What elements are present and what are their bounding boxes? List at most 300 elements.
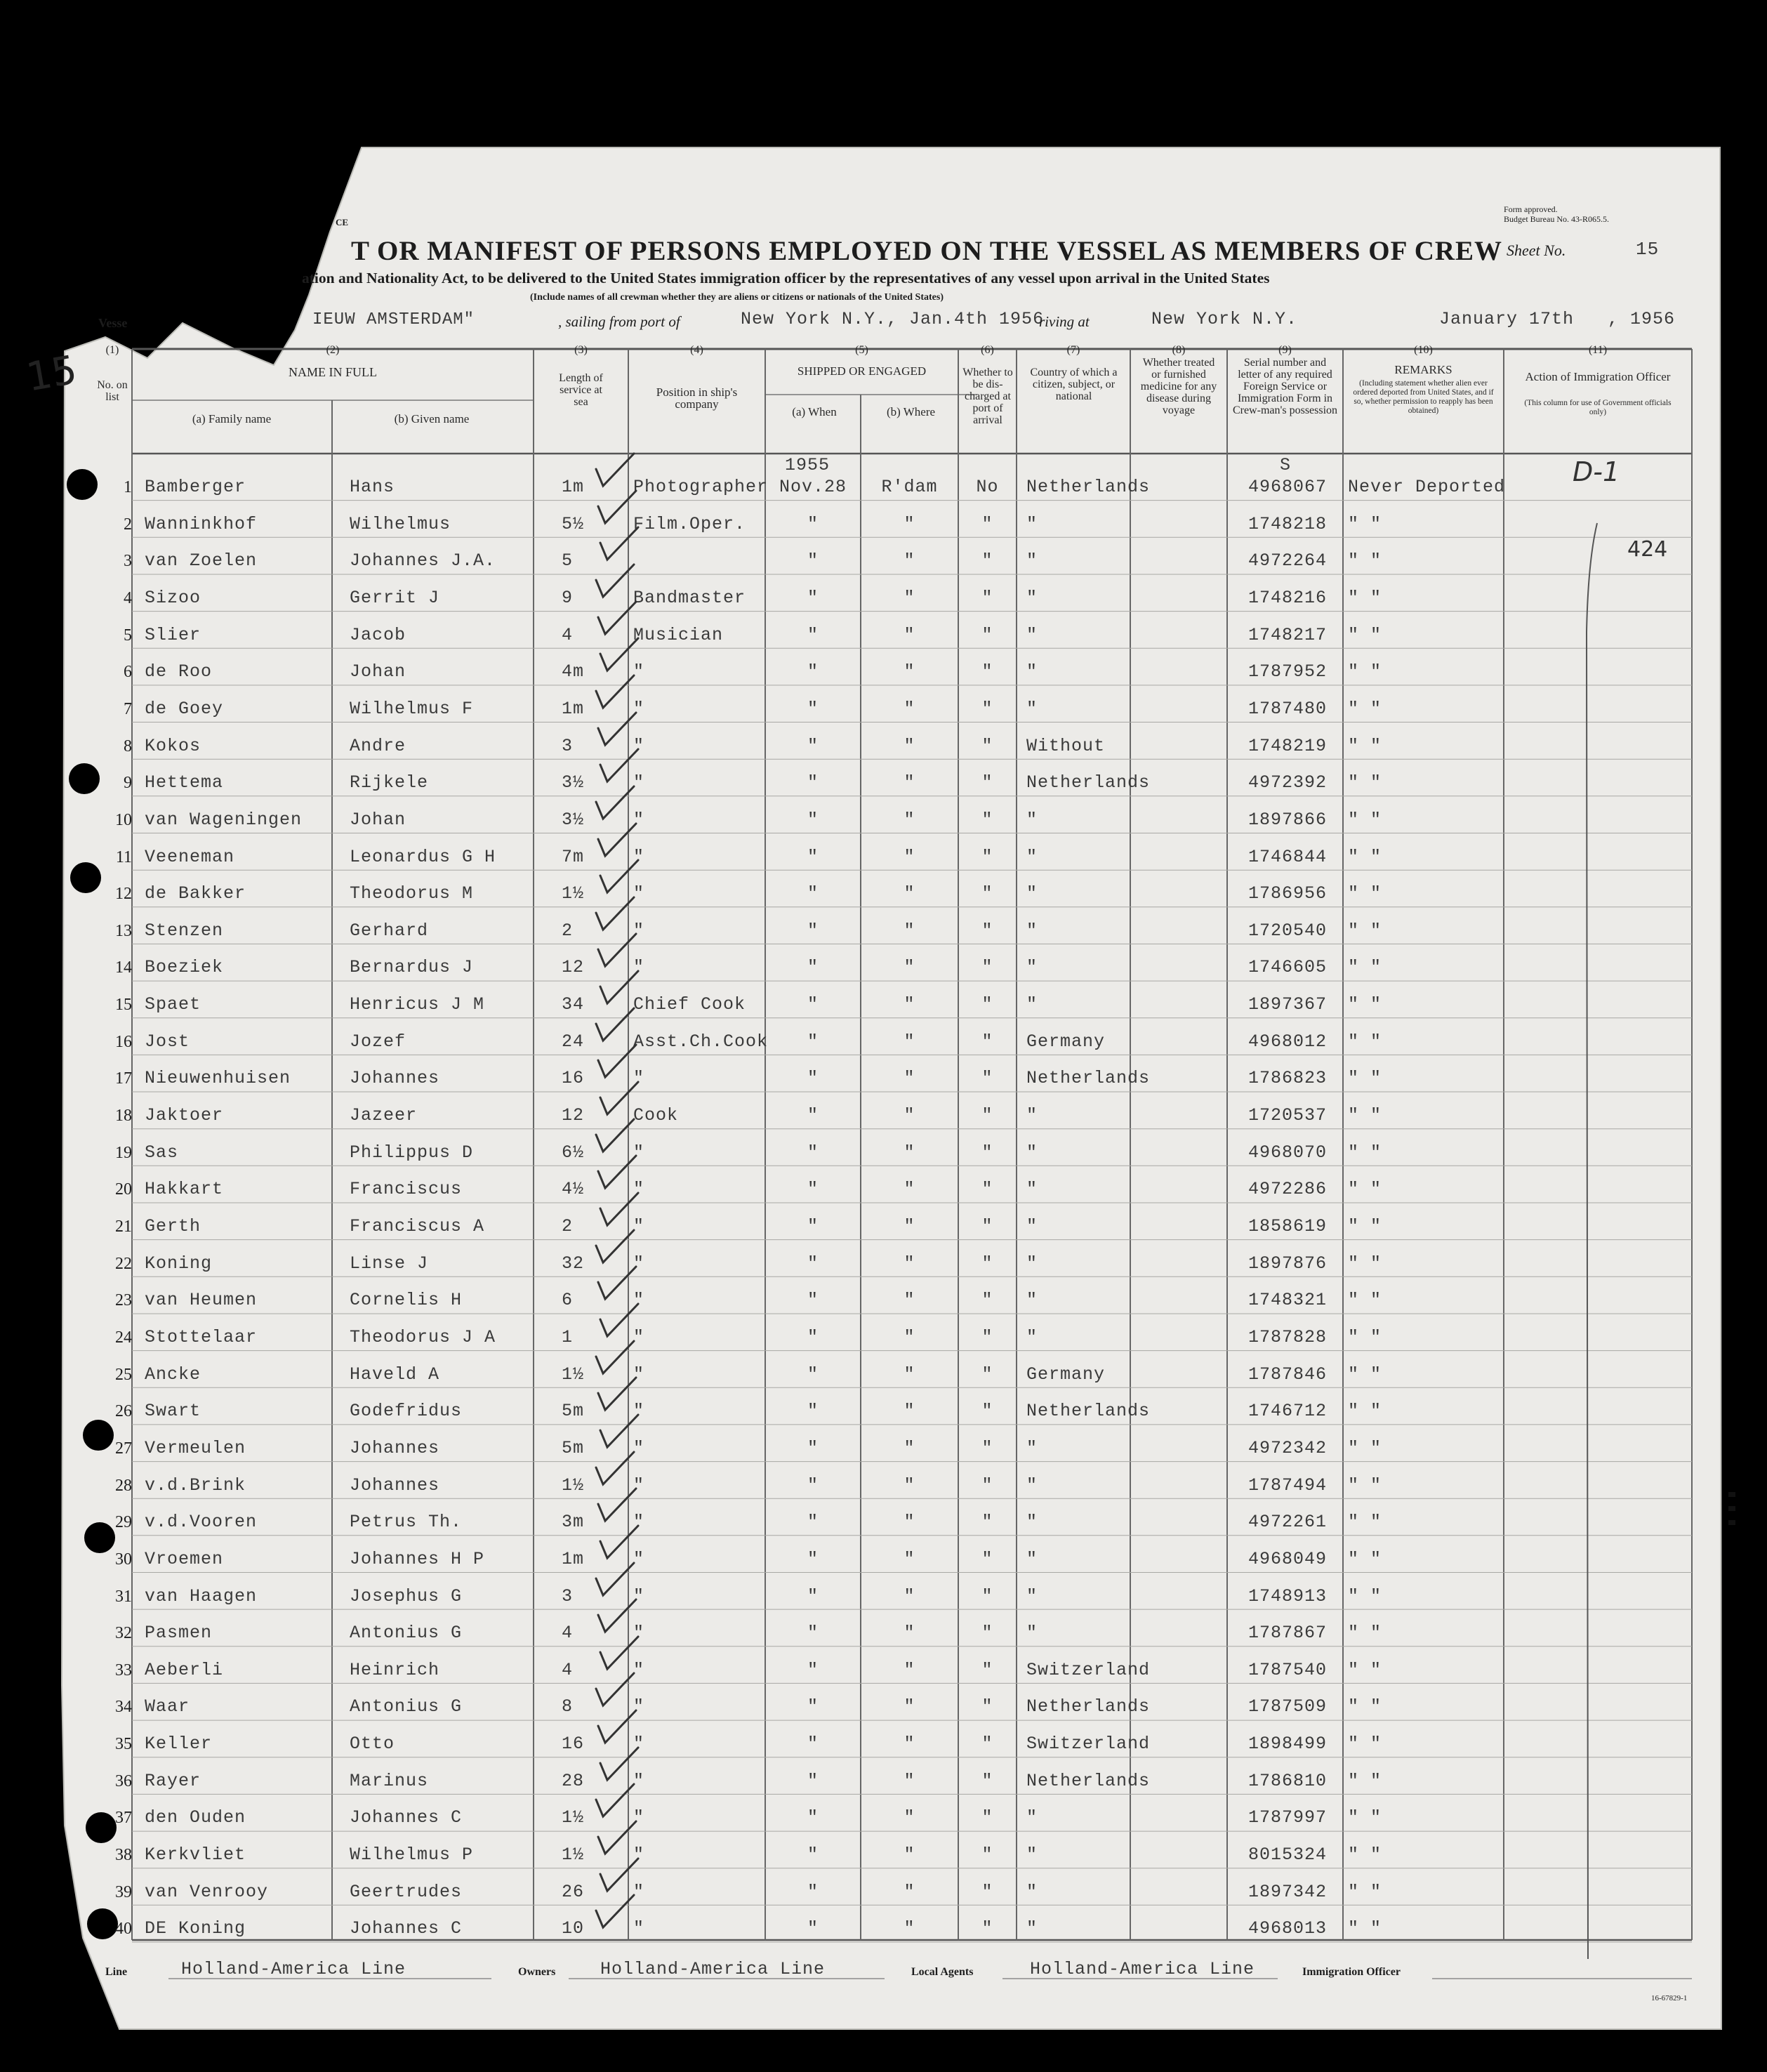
- position: ": [633, 1881, 645, 1902]
- given-name: Jozef: [350, 1031, 406, 1052]
- col-9-number: (9): [1278, 344, 1292, 356]
- length-of-service: 16: [562, 1734, 585, 1755]
- check-mark-icon: [595, 1595, 644, 1637]
- table-row: [0, 724, 1767, 760]
- shipped-where: ": [904, 1326, 915, 1347]
- shipped-when: ": [807, 1512, 819, 1533]
- shipped-where: ": [904, 1770, 915, 1791]
- check-mark-icon: [595, 930, 644, 972]
- row-number: 40: [115, 1920, 132, 1939]
- family-name: van Zoelen: [145, 550, 258, 572]
- table-row: [0, 1759, 1767, 1795]
- table-row: [0, 1537, 1767, 1573]
- vessel-label: Vesse: [98, 316, 128, 330]
- given-name: Bernardus J: [350, 957, 474, 978]
- shipped-where: ": [904, 624, 915, 645]
- country: ": [1026, 1179, 1038, 1200]
- family-name: Nieuwenhuisen: [145, 1068, 291, 1089]
- serial-number: 1787509: [1248, 1696, 1328, 1717]
- table-row: [0, 1611, 1767, 1647]
- shipped-where: ": [904, 994, 915, 1015]
- given-name: Wilhelmus: [350, 513, 451, 534]
- discharged: ": [981, 809, 993, 830]
- table-row: [0, 1352, 1767, 1389]
- row-number: 21: [115, 1218, 132, 1236]
- remarks: " ": [1348, 1142, 1382, 1163]
- country: ": [1026, 1845, 1038, 1866]
- row-number: 37: [115, 1809, 132, 1828]
- shipped-where: ": [904, 1845, 915, 1866]
- remarks: " ": [1348, 513, 1382, 534]
- table-row: [0, 798, 1767, 834]
- col-5-header: SHIPPED OR ENGAGED: [797, 364, 927, 378]
- remarks: " ": [1348, 920, 1382, 941]
- given-name: Petrus Th.: [350, 1512, 463, 1533]
- shipped-when: ": [807, 1216, 819, 1236]
- remarks: " ": [1348, 1770, 1382, 1791]
- table-row: [0, 1426, 1767, 1463]
- col-2a-header: (a) Family name: [192, 412, 272, 425]
- shipped-when: ": [807, 920, 819, 941]
- family-name: Vroemen: [145, 1548, 224, 1569]
- position: ": [633, 846, 645, 867]
- check-mark-icon: [597, 1078, 647, 1120]
- position: Photographer: [633, 477, 769, 497]
- length-of-service: 5m: [562, 1401, 585, 1422]
- serial-number: 1787540: [1248, 1659, 1328, 1680]
- family-name: Rayer: [145, 1770, 201, 1791]
- shipped-when: ": [807, 1585, 819, 1606]
- col-5-number: (5): [855, 344, 868, 356]
- remarks: " ": [1348, 624, 1382, 645]
- discharged: ": [981, 1770, 993, 1791]
- discharged: ": [981, 1881, 993, 1902]
- given-name: Theodorus J A: [350, 1326, 496, 1347]
- check-mark-icon: [597, 1632, 647, 1675]
- remarks: " ": [1348, 1253, 1382, 1274]
- serial-number: 8015324: [1248, 1845, 1328, 1866]
- budget-bureau-no: Budget Bureau No. 43-R065.5.: [1504, 214, 1609, 224]
- family-name: de Bakker: [145, 883, 246, 904]
- length-of-service: 2: [562, 1216, 574, 1236]
- country: ": [1026, 1253, 1038, 1274]
- row-number: 28: [115, 1476, 132, 1495]
- length-of-service: 3: [562, 1585, 574, 1606]
- country: ": [1026, 809, 1038, 830]
- remarks: " ": [1348, 1068, 1382, 1089]
- position: ": [633, 1696, 645, 1717]
- shipped-where: ": [904, 1734, 915, 1755]
- country: Germany: [1026, 1364, 1106, 1385]
- remarks: " ": [1348, 1845, 1382, 1866]
- family-name: Aeberli: [145, 1659, 224, 1680]
- discharged: ": [981, 1253, 993, 1274]
- discharged: ": [981, 994, 993, 1015]
- remarks: " ": [1348, 1474, 1382, 1496]
- family-name: Jaktoer: [145, 1105, 224, 1126]
- family-name: Jost: [145, 1031, 190, 1052]
- shipped-when: ": [807, 735, 819, 756]
- given-name: Wilhelmus P: [350, 1845, 474, 1866]
- length-of-service: 1m: [562, 1548, 585, 1569]
- shipped-when: ": [807, 957, 819, 978]
- position: ": [633, 920, 645, 941]
- length-of-service: 6½: [562, 1142, 585, 1163]
- row-number: 4: [124, 588, 132, 607]
- given-name: Theodorus M: [350, 883, 474, 904]
- position: ": [633, 883, 645, 904]
- discharged: ": [981, 1437, 993, 1458]
- family-name: Bamberger: [145, 477, 246, 497]
- serial-number: 4972286: [1248, 1179, 1328, 1200]
- table-row: [0, 1204, 1767, 1241]
- remarks: " ": [1348, 661, 1382, 682]
- shipped-when: ": [807, 772, 819, 793]
- family-name: Koning: [145, 1253, 213, 1274]
- check-mark-icon: [595, 1373, 644, 1416]
- shipped-where: ": [904, 772, 915, 793]
- shipped-when: ": [807, 1734, 819, 1755]
- discharged: ": [981, 1845, 993, 1866]
- position: ": [633, 772, 645, 793]
- shipped-where: ": [904, 883, 915, 904]
- shipped-where: ": [904, 1696, 915, 1717]
- col-8-number: (8): [1172, 344, 1186, 356]
- discharged: ": [981, 550, 993, 572]
- officer-handwritten-number: 424: [1627, 537, 1668, 562]
- discharged: ": [981, 1807, 993, 1828]
- form-approved: Form approved.: [1504, 204, 1558, 214]
- shipped-where: ": [904, 920, 915, 941]
- family-name: van Venrooy: [145, 1881, 269, 1902]
- country: ": [1026, 624, 1038, 645]
- given-name: Philippus D: [350, 1142, 474, 1163]
- remarks: " ": [1348, 1696, 1382, 1717]
- check-mark-icon: [593, 1226, 642, 1268]
- shipped-where: ": [904, 1474, 915, 1496]
- country: ": [1026, 846, 1038, 867]
- serial-number: 4968049: [1248, 1548, 1328, 1569]
- length-of-service: 1½: [562, 1845, 585, 1866]
- family-name: de Goey: [145, 698, 224, 719]
- remarks: " ": [1348, 735, 1382, 756]
- col-11-number: (11): [1588, 344, 1608, 356]
- vessel-name: IEUW AMSTERDAM": [312, 310, 475, 329]
- position: ": [633, 1364, 645, 1385]
- family-name: Kokos: [145, 735, 201, 756]
- length-of-service: 7m: [562, 846, 585, 867]
- row-number: 12: [115, 885, 132, 904]
- check-mark-icon: [593, 1559, 642, 1601]
- table-row: [0, 649, 1767, 686]
- country: ": [1026, 661, 1038, 682]
- row-number: 7: [124, 699, 132, 718]
- row-number: 38: [115, 1846, 132, 1865]
- length-of-service: 6: [562, 1290, 574, 1311]
- country: ": [1026, 1585, 1038, 1606]
- row-number: 19: [115, 1143, 132, 1162]
- length-of-service: 10: [562, 1918, 585, 1939]
- table-row: [0, 1870, 1767, 1906]
- shipped-when: ": [807, 1696, 819, 1717]
- country: ": [1026, 994, 1038, 1015]
- discharged: ": [981, 957, 993, 978]
- given-name: Johannes C: [350, 1807, 463, 1828]
- country: ": [1026, 957, 1038, 978]
- given-name: Heinrich: [350, 1659, 440, 1680]
- check-mark-icon: [595, 487, 644, 529]
- table-row: [0, 576, 1767, 612]
- check-mark-icon: [597, 1743, 647, 1786]
- table-row: [0, 1574, 1767, 1611]
- table-row: [0, 502, 1767, 539]
- col-6-header: Whether to be dis-charged at port of arrival: [962, 367, 1013, 426]
- check-mark-icon: [597, 745, 647, 787]
- family-name: Sas: [145, 1142, 179, 1163]
- given-name: Johannes: [350, 1068, 440, 1089]
- family-name: van Haagen: [145, 1585, 258, 1606]
- given-name: Antonius G: [350, 1623, 463, 1644]
- length-of-service: 12: [562, 957, 585, 978]
- country: ": [1026, 1290, 1038, 1311]
- length-of-service: 32: [562, 1253, 585, 1274]
- family-name: Wanninkhof: [145, 513, 258, 534]
- remarks: " ": [1348, 883, 1382, 904]
- position: ": [633, 1585, 645, 1606]
- shipped-where: ": [904, 1585, 915, 1606]
- table-row: [0, 1833, 1767, 1869]
- row-number: 6: [124, 663, 132, 682]
- country: Switzerland: [1026, 1734, 1151, 1755]
- shipped-where: ": [904, 1253, 915, 1274]
- length-of-service: 1m: [562, 698, 585, 719]
- position: ": [633, 1548, 645, 1569]
- arrival-year: , 1956: [1608, 309, 1676, 329]
- col-3-number: (3): [574, 344, 588, 356]
- col-3-header: Length of service at sea: [559, 372, 603, 408]
- arriving-label: riving at: [1039, 313, 1090, 330]
- check-mark-icon: [595, 1817, 644, 1859]
- discharged: ": [981, 846, 993, 867]
- given-name: Otto: [350, 1734, 395, 1755]
- shipped-where: ": [904, 1881, 915, 1902]
- table-row: [0, 1795, 1767, 1832]
- position: ": [633, 1179, 645, 1200]
- shipped-where: ": [904, 1068, 915, 1089]
- table-row: [0, 1315, 1767, 1352]
- remarks: " ": [1348, 846, 1382, 867]
- position: ": [633, 1401, 645, 1422]
- length-of-service: 1m: [562, 477, 585, 497]
- serial-number: 4972392: [1248, 772, 1328, 793]
- family-name: Spaet: [145, 994, 201, 1015]
- check-mark-icon: [593, 1891, 642, 1933]
- country: ": [1026, 1474, 1038, 1496]
- shipped-when: ": [807, 883, 819, 904]
- remarks: " ": [1348, 1548, 1382, 1569]
- table-row: [0, 1648, 1767, 1684]
- serial-number: 1748218: [1248, 513, 1328, 534]
- family-name: Stenzen: [145, 920, 224, 941]
- row-number: 16: [115, 1032, 132, 1051]
- given-name: Gerrit J: [350, 587, 440, 608]
- country: ": [1026, 1437, 1038, 1458]
- shipped-when: ": [807, 1179, 819, 1200]
- row-number: 17: [115, 1069, 132, 1088]
- country: Germany: [1026, 1031, 1106, 1052]
- position: ": [633, 1918, 645, 1939]
- family-name: Gerth: [145, 1216, 201, 1236]
- discharged: ": [981, 1734, 993, 1755]
- shipped-when: ": [807, 1290, 819, 1311]
- remarks: " ": [1348, 587, 1382, 608]
- margin-sheet-note: 15: [22, 347, 81, 401]
- document-subtitle: ation and Nationality Act, to be delivered to the United States immigration officer by the representatives of any vessel upon arrival in the United States: [302, 270, 1270, 286]
- position: Musician: [633, 624, 724, 645]
- position: ": [633, 1437, 645, 1458]
- row-number: 14: [115, 958, 132, 977]
- discharged: No: [976, 477, 999, 497]
- col-2-header: NAME IN FULL: [289, 365, 377, 379]
- row-number: 9: [124, 774, 132, 793]
- country: ": [1026, 1142, 1038, 1163]
- serial-number: 1748913: [1248, 1585, 1328, 1606]
- position: ": [633, 1474, 645, 1496]
- discharged: ": [981, 1364, 993, 1385]
- shipped-where: ": [904, 661, 915, 682]
- position: Chief Cook: [633, 994, 746, 1015]
- table-row: [0, 1906, 1767, 1943]
- given-name: Johannes J.A.: [350, 550, 496, 572]
- remarks: " ": [1348, 1881, 1382, 1902]
- discharged: ": [981, 1474, 993, 1496]
- remarks: " ": [1348, 994, 1382, 1015]
- check-mark-icon: [595, 1484, 644, 1526]
- row-number: 36: [115, 1771, 132, 1790]
- row-number: 31: [115, 1587, 132, 1606]
- col-9-header: Serial number and letter of any required Foreign Service or Immigration Form in Crew-man's possession: [1232, 357, 1338, 416]
- check-mark-icon: [593, 1004, 642, 1046]
- col-11-note: (This column for use of Government officials only): [1524, 399, 1672, 416]
- given-name: Johannes H P: [350, 1548, 485, 1569]
- check-mark-icon: [593, 560, 642, 602]
- shipped-where: ": [904, 1918, 915, 1939]
- row-number: 32: [115, 1624, 132, 1643]
- length-of-service: 1½: [562, 1807, 585, 1828]
- family-name: Veeneman: [145, 846, 235, 867]
- table-row: [0, 1167, 1767, 1203]
- position: ": [633, 1734, 645, 1755]
- position: ": [633, 1807, 645, 1828]
- table-row: [0, 1389, 1767, 1425]
- form-code: 16-67829-1: [1651, 1994, 1688, 2002]
- discharged: ": [981, 1326, 993, 1347]
- serial-number: 1748219: [1248, 735, 1328, 756]
- family-name: v.d.Vooren: [145, 1512, 258, 1533]
- length-of-service: 26: [562, 1881, 585, 1902]
- family-name: Stottelaar: [145, 1326, 258, 1347]
- check-mark-icon: [593, 671, 642, 713]
- length-of-service: 1½: [562, 883, 585, 904]
- row-number: 22: [115, 1254, 132, 1273]
- check-mark-icon: [595, 708, 644, 751]
- remarks: Never Deported: [1348, 477, 1506, 497]
- col-6-number: (6): [981, 344, 994, 356]
- footer-agents-label: Local Agents: [911, 1966, 974, 1978]
- serial-number: 4972264: [1248, 550, 1328, 572]
- family-name: de Roo: [145, 661, 213, 682]
- discharged: ": [981, 735, 993, 756]
- row-number: 27: [115, 1439, 132, 1458]
- shipped-when: ": [807, 1845, 819, 1866]
- check-mark-icon: [593, 1115, 642, 1157]
- discharged: ": [981, 1659, 993, 1680]
- table-row: [0, 1130, 1767, 1167]
- position: ": [633, 1068, 645, 1089]
- discharged: ": [981, 1068, 993, 1089]
- shipped-when: ": [807, 1326, 819, 1347]
- row-number: 8: [124, 737, 132, 755]
- given-name: Josephus G: [350, 1585, 463, 1606]
- table-row: [0, 539, 1767, 575]
- remarks: " ": [1348, 1512, 1382, 1533]
- col-5a-header: (a) When: [792, 405, 837, 418]
- remarks: " ": [1348, 957, 1382, 978]
- shipped-year: 1955: [785, 455, 830, 475]
- remarks: " ": [1348, 1364, 1382, 1385]
- shipped-where: ": [904, 846, 915, 867]
- shipped-when: ": [807, 1659, 819, 1680]
- family-name: Vermeulen: [145, 1437, 246, 1458]
- check-mark-icon: [593, 1780, 642, 1822]
- given-name: Leonardus G H: [350, 846, 496, 867]
- length-of-service: 2: [562, 920, 574, 941]
- remarks: " ": [1348, 698, 1382, 719]
- shipped-when: ": [807, 846, 819, 867]
- col-2-number: (2): [326, 344, 340, 356]
- serial-number: 1746605: [1248, 957, 1328, 978]
- shipped-where: ": [904, 809, 915, 830]
- serial-number: 4972261: [1248, 1512, 1328, 1533]
- footer-owners-label: Owners: [518, 1966, 556, 1978]
- shipped-where: ": [904, 1512, 915, 1533]
- shipped-where: ": [904, 1031, 915, 1052]
- position: ": [633, 1290, 645, 1311]
- given-name: Jazeer: [350, 1105, 418, 1126]
- notice-fragment: CE: [336, 217, 349, 227]
- serial-number: 1748217: [1248, 624, 1328, 645]
- country: ": [1026, 698, 1038, 719]
- position: Bandmaster: [633, 587, 746, 608]
- shipped-when: ": [807, 624, 819, 645]
- family-name: Hakkart: [145, 1179, 224, 1200]
- shipped-when: ": [807, 587, 819, 608]
- given-name: Antonius G: [350, 1696, 463, 1717]
- given-name: Johannes C: [350, 1918, 463, 1939]
- footer-agents-value: Holland-America Line: [1030, 1959, 1255, 1979]
- footer-officer-label: Immigration Officer: [1302, 1966, 1401, 1978]
- row-number: 39: [115, 1882, 132, 1901]
- country: ": [1026, 1105, 1038, 1126]
- discharged: ": [981, 1179, 993, 1200]
- row-number: 13: [115, 921, 132, 940]
- check-mark-icon: [595, 1262, 644, 1305]
- family-name: Waar: [145, 1696, 190, 1717]
- table-row: [0, 835, 1767, 871]
- family-name: Hettema: [145, 772, 224, 793]
- length-of-service: 5: [562, 550, 574, 572]
- document-title: T OR MANIFEST OF PERSONS EMPLOYED ON THE VESSEL AS MEMBERS OF CREW: [351, 236, 1503, 266]
